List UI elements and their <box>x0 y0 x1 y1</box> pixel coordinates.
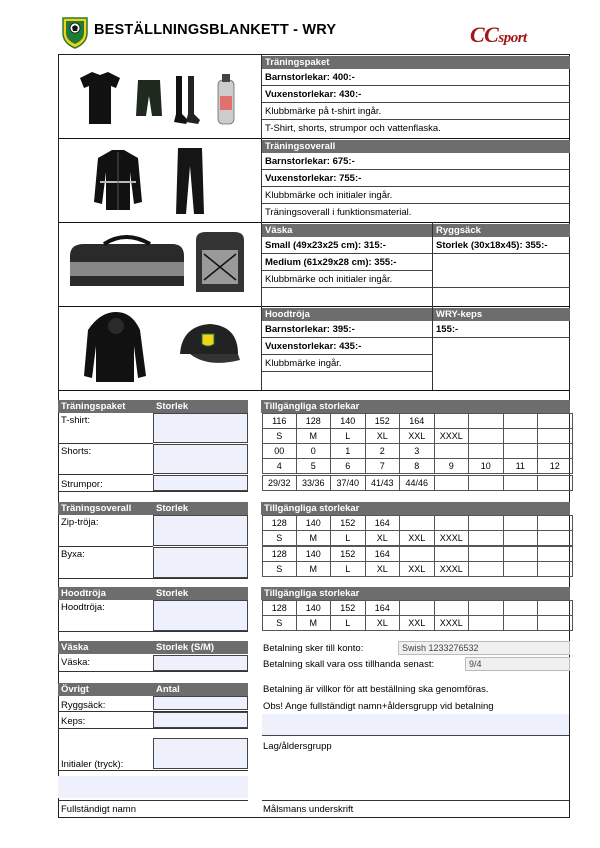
ryggsack-header: Ryggsäck <box>433 224 570 237</box>
size-cell: 5 <box>297 458 332 474</box>
size-cell: 128 <box>262 515 297 531</box>
size-cell <box>538 475 573 491</box>
size-cell <box>504 530 539 546</box>
size-cell: 164 <box>366 546 401 562</box>
size-cell <box>504 413 539 429</box>
ryggsack-line-1: Storlek (30x18x45): 355:- <box>433 238 570 254</box>
size-cell <box>435 515 470 531</box>
strumpor-size-input[interactable] <box>153 475 248 491</box>
size-cell <box>538 615 573 631</box>
vaska-line-2: Medium (61x29x28 cm): 355:- <box>262 255 432 271</box>
hood-size-row-1 <box>262 600 573 616</box>
paket-size-row-5 <box>262 475 573 491</box>
traningspaket-image <box>70 66 250 132</box>
size-cell: M <box>297 615 332 631</box>
group-input-strip[interactable] <box>262 714 569 736</box>
label-vaska: Väska: <box>61 657 91 668</box>
size-cell: 12 <box>538 458 573 474</box>
zip-troja-size-input[interactable] <box>153 515 248 546</box>
size-cell: L <box>331 428 366 444</box>
sock-icon <box>174 76 188 124</box>
size-cell <box>435 600 470 616</box>
size-cell: 164 <box>400 413 435 429</box>
size-cell: 140 <box>297 515 332 531</box>
hoodtroja-image <box>80 310 250 386</box>
label-strumpor: Strumpor: <box>61 479 103 490</box>
label-byxa: Byxa: <box>61 549 85 560</box>
size-cell: 128 <box>262 600 297 616</box>
size-cell <box>469 515 504 531</box>
label-tshirt: T-shirt: <box>61 415 91 426</box>
sizes-hood-header: Tillgängliga storlekar <box>261 587 570 600</box>
size-cell: 140 <box>297 546 332 562</box>
size-cell <box>400 546 435 562</box>
label-ryggsack: Ryggsäck: <box>61 700 106 711</box>
hoodtroja-line-1: Barnstorlekar: 395:- <box>262 322 432 338</box>
vaska-size-input[interactable] <box>153 655 248 671</box>
size-cell <box>538 428 573 444</box>
tshirt-size-input[interactable] <box>153 413 248 443</box>
size-cell <box>469 615 504 631</box>
label-keps: Keps: <box>61 716 86 727</box>
size-cell: L <box>331 530 366 546</box>
traningspaket-line-2: Vuxenstorlekar: 430:- <box>262 87 570 103</box>
byxa-size-input[interactable] <box>153 547 248 578</box>
size-cell <box>435 475 470 491</box>
size-cell: 152 <box>331 546 366 562</box>
size-cell: 152 <box>331 600 366 616</box>
overall-size-row-2 <box>262 530 573 546</box>
size-cell <box>538 413 573 429</box>
overall-size-row-3 <box>262 546 573 562</box>
size-cell: XXXL <box>435 428 470 444</box>
size-cell <box>469 600 504 616</box>
size-cell: 152 <box>331 515 366 531</box>
size-cell <box>538 561 573 577</box>
size-cell <box>504 443 539 459</box>
traningsoverall-line-1: Barnstorlekar: 675:- <box>262 154 570 170</box>
size-cell: L <box>331 561 366 577</box>
size-cell <box>435 413 470 429</box>
size-cell <box>469 546 504 562</box>
traningspaket-line-3: Klubbmärke på t-shirt ingår. <box>262 104 570 120</box>
label-hoodtroja: Hoodtröja: <box>61 602 105 613</box>
keps-count-input[interactable] <box>153 712 248 728</box>
size-cell: XXL <box>400 615 435 631</box>
size-cell: 1 <box>331 443 366 459</box>
training-pants-icon <box>176 148 204 214</box>
size-cell: XL <box>366 615 401 631</box>
size-cell <box>469 475 504 491</box>
size-cell: M <box>297 428 332 444</box>
shorts-size-input[interactable] <box>153 444 248 474</box>
size-cell: 2 <box>366 443 401 459</box>
size-cell: 29/32 <box>262 475 297 491</box>
size-cell: 128 <box>262 546 297 562</box>
vaska-image <box>64 226 258 302</box>
size-cell: 4 <box>262 458 297 474</box>
traningspaket-line-1: Barnstorlekar: 400:- <box>262 70 570 86</box>
size-cell <box>435 443 470 459</box>
vaska-line-1: Small (49x23x25 cm): 315:- <box>262 238 432 254</box>
size-cell <box>400 515 435 531</box>
payment-account-value: Swish 1233276532 <box>398 641 570 655</box>
payment-note-1: Betalning är villkor för att beställning ska genomföras. <box>263 684 489 695</box>
size-cell <box>504 428 539 444</box>
size-cell <box>469 413 504 429</box>
size-cell <box>435 546 470 562</box>
sizes-overall-header: Tillgängliga storlekar <box>261 502 570 515</box>
traningsoverall-header: Träningsoverall <box>262 140 570 153</box>
form-title: BESTÄLLNINGSBLANKETT - WRY <box>94 22 337 38</box>
size-cell: S <box>262 561 297 577</box>
label-initialer: Initialer (tryck): <box>61 759 124 770</box>
size-cell <box>504 600 539 616</box>
size-cell: 152 <box>366 413 401 429</box>
size-cell: 3 <box>400 443 435 459</box>
sizes-paket-header: Tillgängliga storlekar <box>261 400 570 413</box>
size-cell: 10 <box>469 458 504 474</box>
size-cell: L <box>331 615 366 631</box>
label-shorts: Shorts: <box>61 446 92 457</box>
size-cell: XXL <box>400 428 435 444</box>
hoodtroja-line-2: Vuxenstorlekar: 435:- <box>262 339 432 355</box>
size-cell <box>469 530 504 546</box>
traningsoverall-line-2: Vuxenstorlekar: 755:- <box>262 171 570 187</box>
payment-deadline-value: 9/4 <box>465 657 570 671</box>
payment-deadline-label: Betalning skall vara oss tillhanda senast: <box>263 659 435 670</box>
size-cell <box>538 530 573 546</box>
paket-size-row-1 <box>262 413 573 429</box>
size-cell: 116 <box>262 413 297 429</box>
size-cell: M <box>297 561 332 577</box>
size-cell: 11 <box>504 458 539 474</box>
size-cell <box>469 428 504 444</box>
brand-logo: CCsport <box>470 22 527 47</box>
order-ovrigt-header: Övrigt Antal <box>58 683 248 696</box>
size-cell <box>538 600 573 616</box>
size-cell: 140 <box>297 600 332 616</box>
traningsoverall-image <box>90 142 230 218</box>
size-cell: 6 <box>331 458 366 474</box>
keps-header: WRY-keps <box>433 308 570 321</box>
size-cell: 9 <box>435 458 470 474</box>
size-cell: S <box>262 530 297 546</box>
traningsoverall-line-4: Träningsoverall i funktionsmaterial. <box>265 207 412 218</box>
fullname-label: Fullständigt namn <box>61 804 136 815</box>
paket-size-row-4 <box>262 458 573 474</box>
traningsoverall-line-3: Klubbmärke och initialer ingår. <box>262 188 570 204</box>
initialer-input[interactable] <box>153 738 248 769</box>
size-cell <box>400 600 435 616</box>
size-cell <box>504 546 539 562</box>
size-cell <box>504 475 539 491</box>
club-logo-icon <box>60 15 90 49</box>
order-traningsoverall-header: Träningsoverall Storlek <box>58 502 248 515</box>
size-cell: 37/40 <box>331 475 366 491</box>
ovrigt-top-input[interactable] <box>153 696 248 710</box>
size-cell: 41/43 <box>366 475 401 491</box>
size-cell: 0 <box>297 443 332 459</box>
vaska-header: Väska <box>262 224 432 237</box>
size-cell <box>538 443 573 459</box>
shorts-icon <box>136 80 162 116</box>
overall-size-row-1 <box>262 515 573 531</box>
payment-account-label: Betalning sker till konto: <box>263 643 364 654</box>
hood-size-row-2 <box>262 615 573 631</box>
overall-size-row-4 <box>262 561 573 577</box>
size-cell: S <box>262 428 297 444</box>
size-cell <box>469 561 504 577</box>
hoodtroja-line-3: Klubbmärke ingår. <box>262 356 432 372</box>
size-cell: XL <box>366 428 401 444</box>
traningspaket-header: Träningspaket <box>262 56 570 69</box>
size-cell: 7 <box>366 458 401 474</box>
size-cell <box>504 615 539 631</box>
size-cell: XL <box>366 561 401 577</box>
size-cell: 44/46 <box>400 475 435 491</box>
size-cell <box>504 561 539 577</box>
size-cell <box>504 515 539 531</box>
size-cell: 164 <box>366 600 401 616</box>
size-cell: S <box>262 615 297 631</box>
order-traningspaket-header: Träningspaket Storlek <box>58 400 248 413</box>
fullname-input[interactable] <box>58 776 248 798</box>
group-label: Lag/åldersgrupp <box>263 741 332 752</box>
size-cell: XXL <box>400 561 435 577</box>
size-cell <box>469 443 504 459</box>
order-hoodtroja-header: Hoodtröja Storlek <box>58 587 248 600</box>
size-cell: 140 <box>331 413 366 429</box>
paket-size-row-2 <box>262 428 573 444</box>
header <box>0 0 600 50</box>
vaska-line-3: Klubbmärke och initialer ingår. <box>262 272 570 288</box>
traningspaket-line-4: T-Shirt, shorts, strumpor och vattenflaska. <box>265 123 441 134</box>
size-cell: XXL <box>400 530 435 546</box>
size-cell <box>538 546 573 562</box>
size-cell: XXXL <box>435 561 470 577</box>
hoodtroja-header: Hoodtröja <box>262 308 432 321</box>
size-cell: 00 <box>262 443 297 459</box>
guardian-signature-label: Målsmans underskrift <box>263 804 354 815</box>
size-cell: XXXL <box>435 530 470 546</box>
size-cell: 8 <box>400 458 435 474</box>
size-cell: XXXL <box>435 615 470 631</box>
paket-size-row-3 <box>262 443 573 459</box>
size-cell: M <box>297 530 332 546</box>
size-cell: 128 <box>297 413 332 429</box>
label-zip-troja: Zip-tröja: <box>61 517 99 528</box>
size-cell: 33/36 <box>297 475 332 491</box>
keps-line-1: 155:- <box>433 322 570 338</box>
hoodtroja-size-input[interactable] <box>153 600 248 631</box>
order-vaska-header: Väska Storlek (S/M) <box>58 641 248 654</box>
tshirt-icon <box>80 72 120 124</box>
size-cell: 164 <box>366 515 401 531</box>
payment-note-2: Obs! Ange fullständigt namn+åldersgrupp vid betalning <box>263 701 494 712</box>
size-cell <box>538 515 573 531</box>
size-cell: XL <box>366 530 401 546</box>
